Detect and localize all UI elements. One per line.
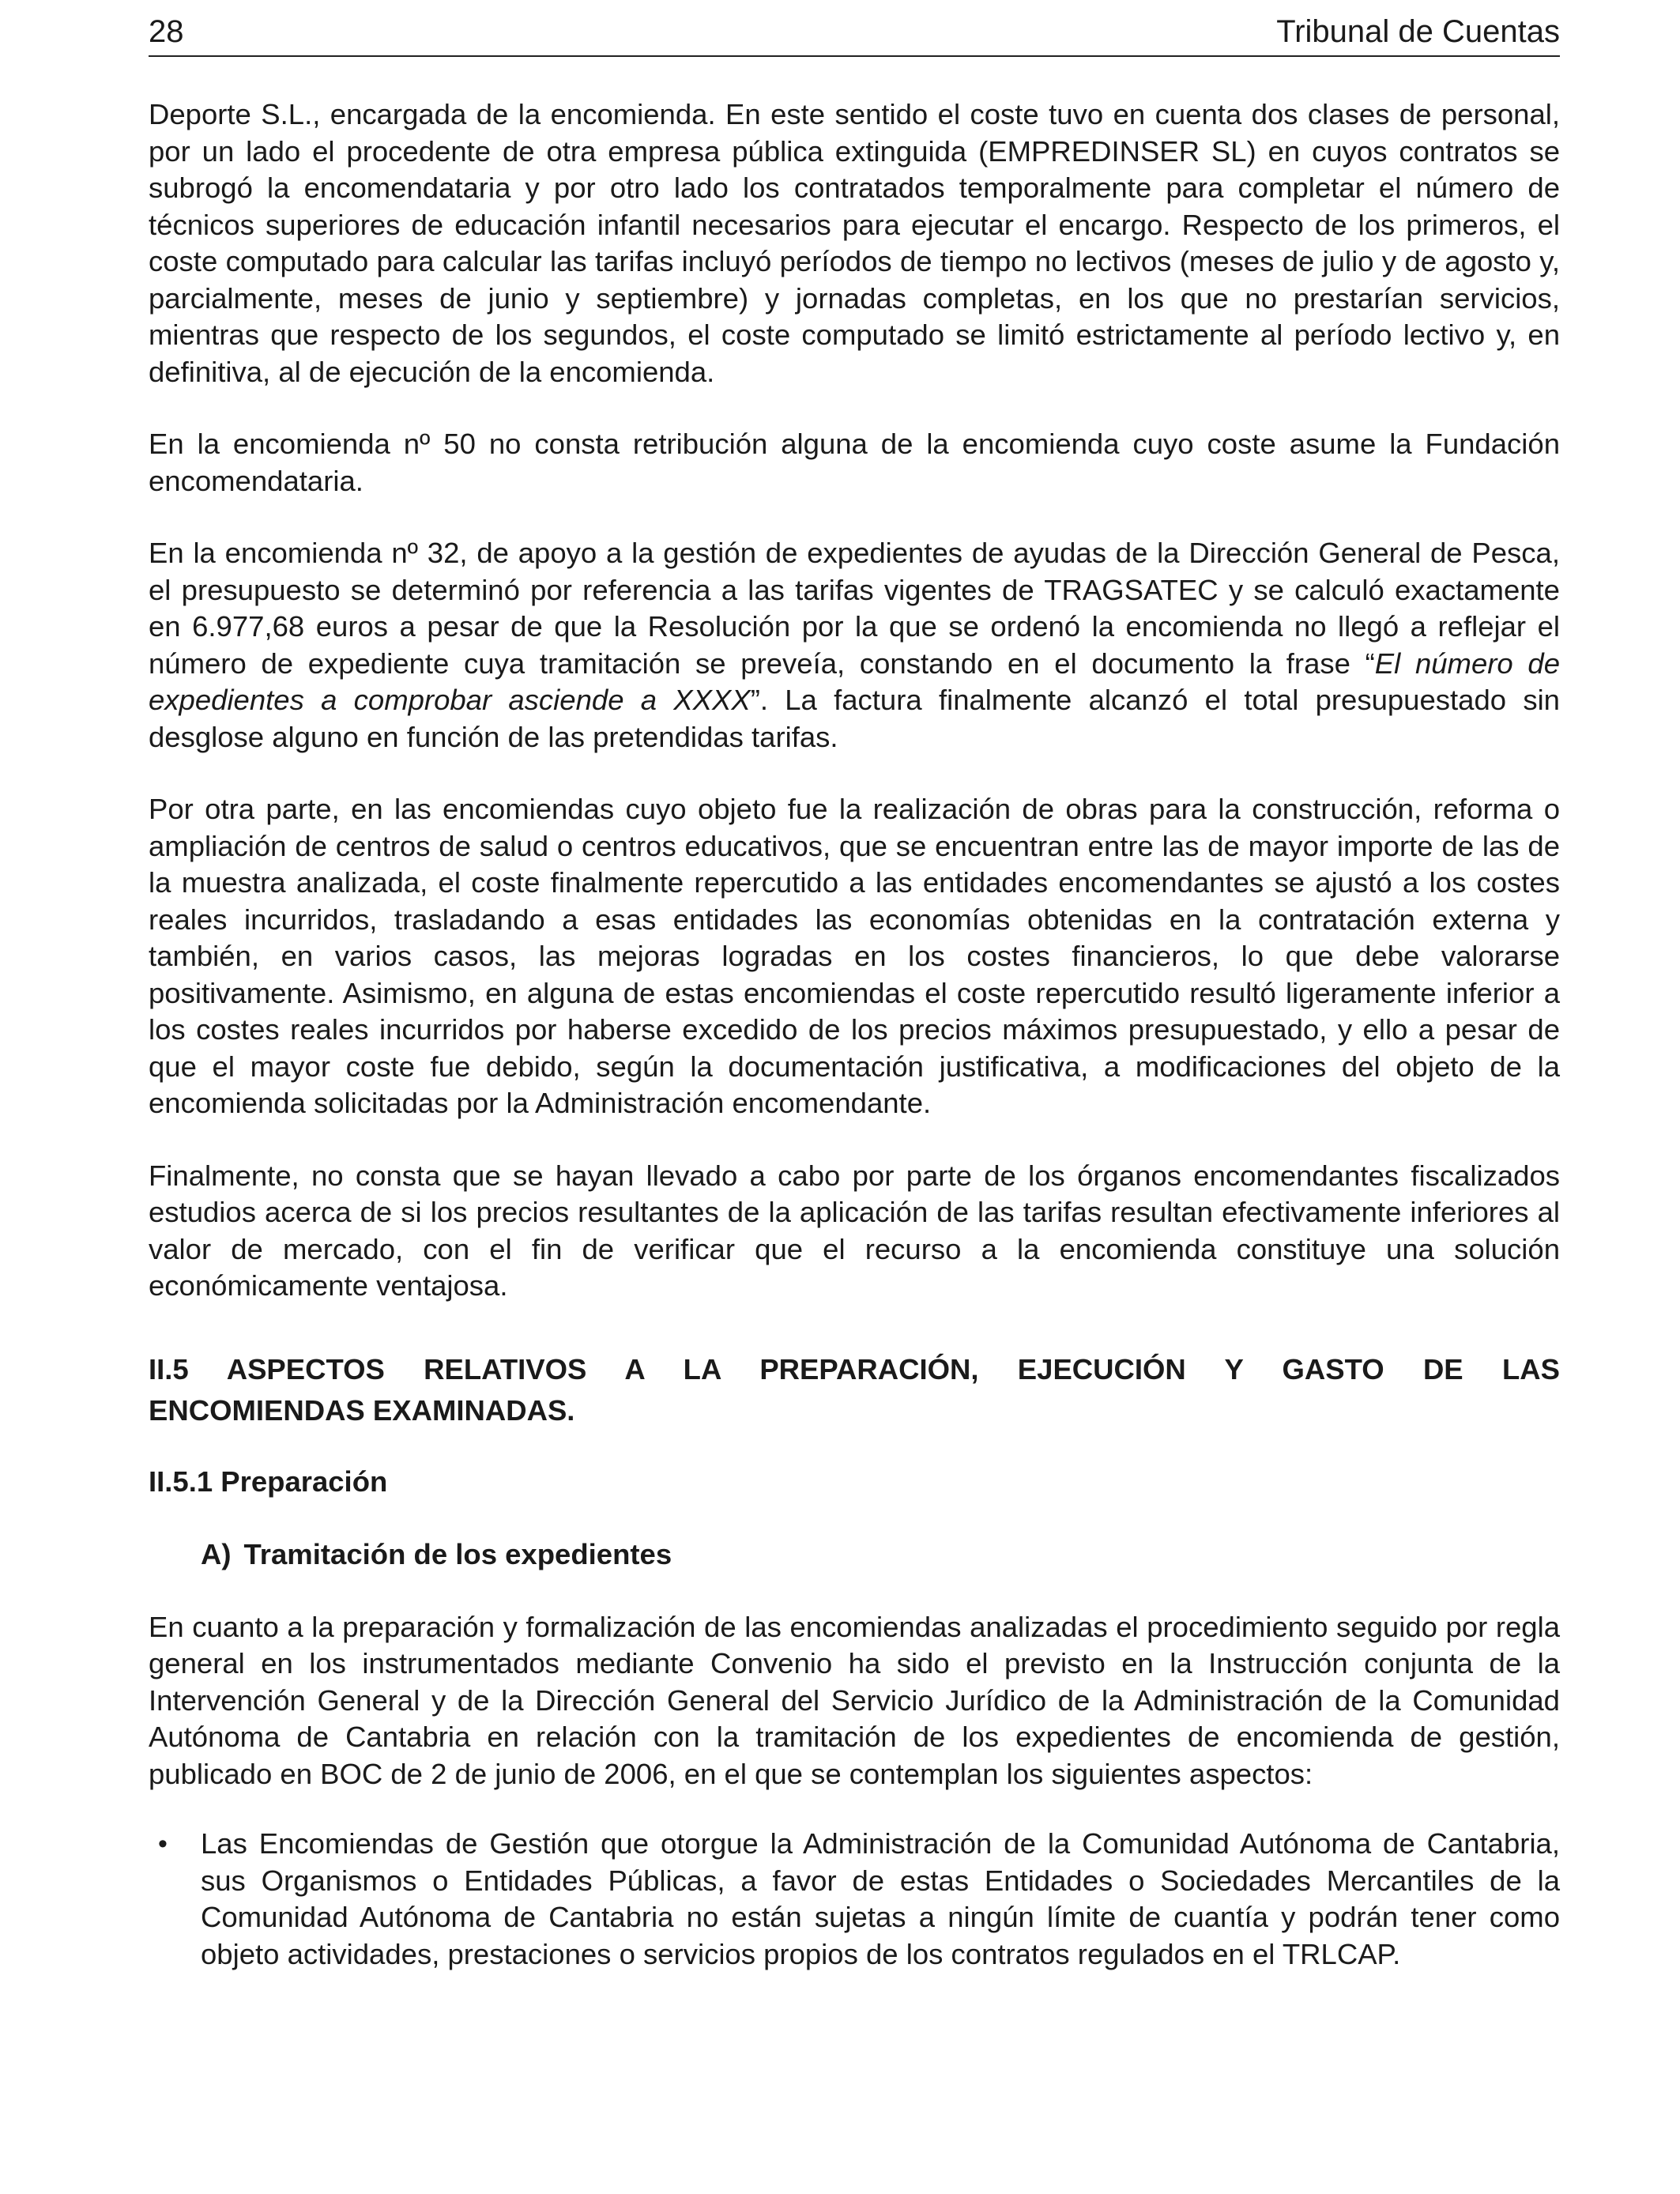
paragraph-4: Por otra parte, en las encomiendas cuyo objeto fue la realización de obras para la construcción, reforma o ampliación de centros de salud o centros educativos, que se encuentran entre las de mayor importe de las de la muestra analizada, el coste finalmente repercutido a las entidades encomendantes se ajustó a los costes reales incurridos, trasladando a esas entidades las economías obtenidas en la contratación externa y también, en varios casos, las mejoras logradas en los costes financieros, lo que debe valorarse positivamente. Asimismo, en alguna de estas encomiendas el coste repercutido resultó ligeramente inferior a los costes reales incurridos por haberse excedido de los precios máximos presupuestado, y ello a pesar de que el mayor coste fue debido, según la documentación justificativa, a modificaciones del objeto de la encomienda solicitadas por la Administración encomendante. (149, 793, 1560, 1119)
bullet-icon: • (158, 1829, 168, 1859)
page-header (149, 0, 1560, 57)
header-title: Tribunal de Cuentas (1276, 14, 1560, 49)
bullet-item (149, 1826, 1560, 1973)
section-heading (149, 1349, 1560, 1431)
subsubsection-title: Tramitación de los expedientes (243, 1537, 672, 1570)
paragraph-3-quote: El número de expedientes a comprobar asciende a XXXX (149, 647, 1561, 716)
paragraph-3-text-end: ”. La factura finalmente alcanzó el total presupuestado sin desglose alguno en función de las pretendidas tarifas. (149, 684, 1560, 753)
subsubsection-heading (201, 1536, 1560, 1574)
document-body (149, 57, 1560, 1973)
paragraph-1: Deporte S.L., encargada de la encomienda. En este sentido el coste tuvo en cuenta dos clases de personal, por un lado el procedente de otra empresa pública extinguida (EMPREDINSER SL) en cuyos contratos se subrogó la encomendataria y por otro lado los contratados temporalmente para completar el número de técnicos superiores de educación infantil necesarios para ejecutar el encargo. Respecto de los primeros, el coste computado para calcular las tarifas incluyó períodos de tiempo no lectivos (meses de julio y de agosto y, parcialmente, meses de junio y septiembre) y jornadas completas, en los que no prestarían servicios, mientras que respecto de los segundos, el coste computado se limitó estrictamente al período lectivo y, en definitiva, al de ejecución de la encomienda. (149, 98, 1560, 388)
subsubsection-letter: A) (201, 1537, 232, 1570)
paragraph-6: En cuanto a la preparación y formalización de las encomiendas analizadas el procedimiento seguido por regla general en los instrumentados mediante Convenio ha sido el previsto en la Instrucción conjunta de la Intervención General y de la Dirección General del Servicio Jurídico de la Administración de la Comunidad Autónoma de Cantabria en relación con la tramitación de los expedientes de encomienda de gestión, publicado en BOC de 2 de junio de 2006, en el que se contemplan los siguientes aspectos: (149, 1610, 1560, 1790)
paragraph-2: En la encomienda nº 50 no consta retribución alguna de la encomienda cuyo coste asume la Fundación encomendataria. (149, 428, 1560, 497)
bullet-list (149, 1826, 1560, 1973)
section-heading-line-1: II.5 ASPECTOS RELATIVOS A LA PREPARACIÓN, EJECUCIÓN Y GASTO DE LAS (149, 1352, 1560, 1385)
paragraph-3-text-start: En la encomienda nº 32, de apoyo a la gestión de expedientes de ayudas de la Dirección General de Pesca, el presupuesto se determinó por referencia a las tarifas vigentes de TRAGSATEC y se calculó exactamente en 6.977,68 euros a pesar de que la Resolución por la que se ordenó la encomienda no llegó a reflejar el número de expediente cuya tramitación se preveía, constando en el documento la frase “ (149, 537, 1560, 680)
paragraph-3 (149, 535, 1560, 756)
document-page (149, 0, 1560, 1973)
page-number: 28 (149, 14, 184, 49)
section-heading-line-2: ENCOMIENDAS EXAMINADAS. (149, 1393, 575, 1427)
paragraph-5: Finalmente, no consta que se hayan llevado a cabo por parte de los órganos encomendantes fiscalizados estudios acerca de si los precios resultantes de la aplicación de las tarifas resultan efectivamente inferiores al valor de mercado, con el fin de verificar que el recurso a la encomienda constituye una solución económicamente ventajosa. (149, 1159, 1560, 1302)
subsection-heading: II.5.1 Preparación (149, 1465, 388, 1498)
bullet-item-text: Las Encomiendas de Gestión que otorgue la Administración de la Comunidad Autónoma de Cantabria, sus Organismos o Entidades Públicas, a favor de estas Entidades o Sociedades Mercantiles de la Comunidad Autónoma de Cantabria no están sujetas a ningún límite de cuantía y podrán tener como objeto actividades, prestaciones o servicios propios de los contratos regulados en el TRLCAP. (201, 1827, 1560, 1970)
